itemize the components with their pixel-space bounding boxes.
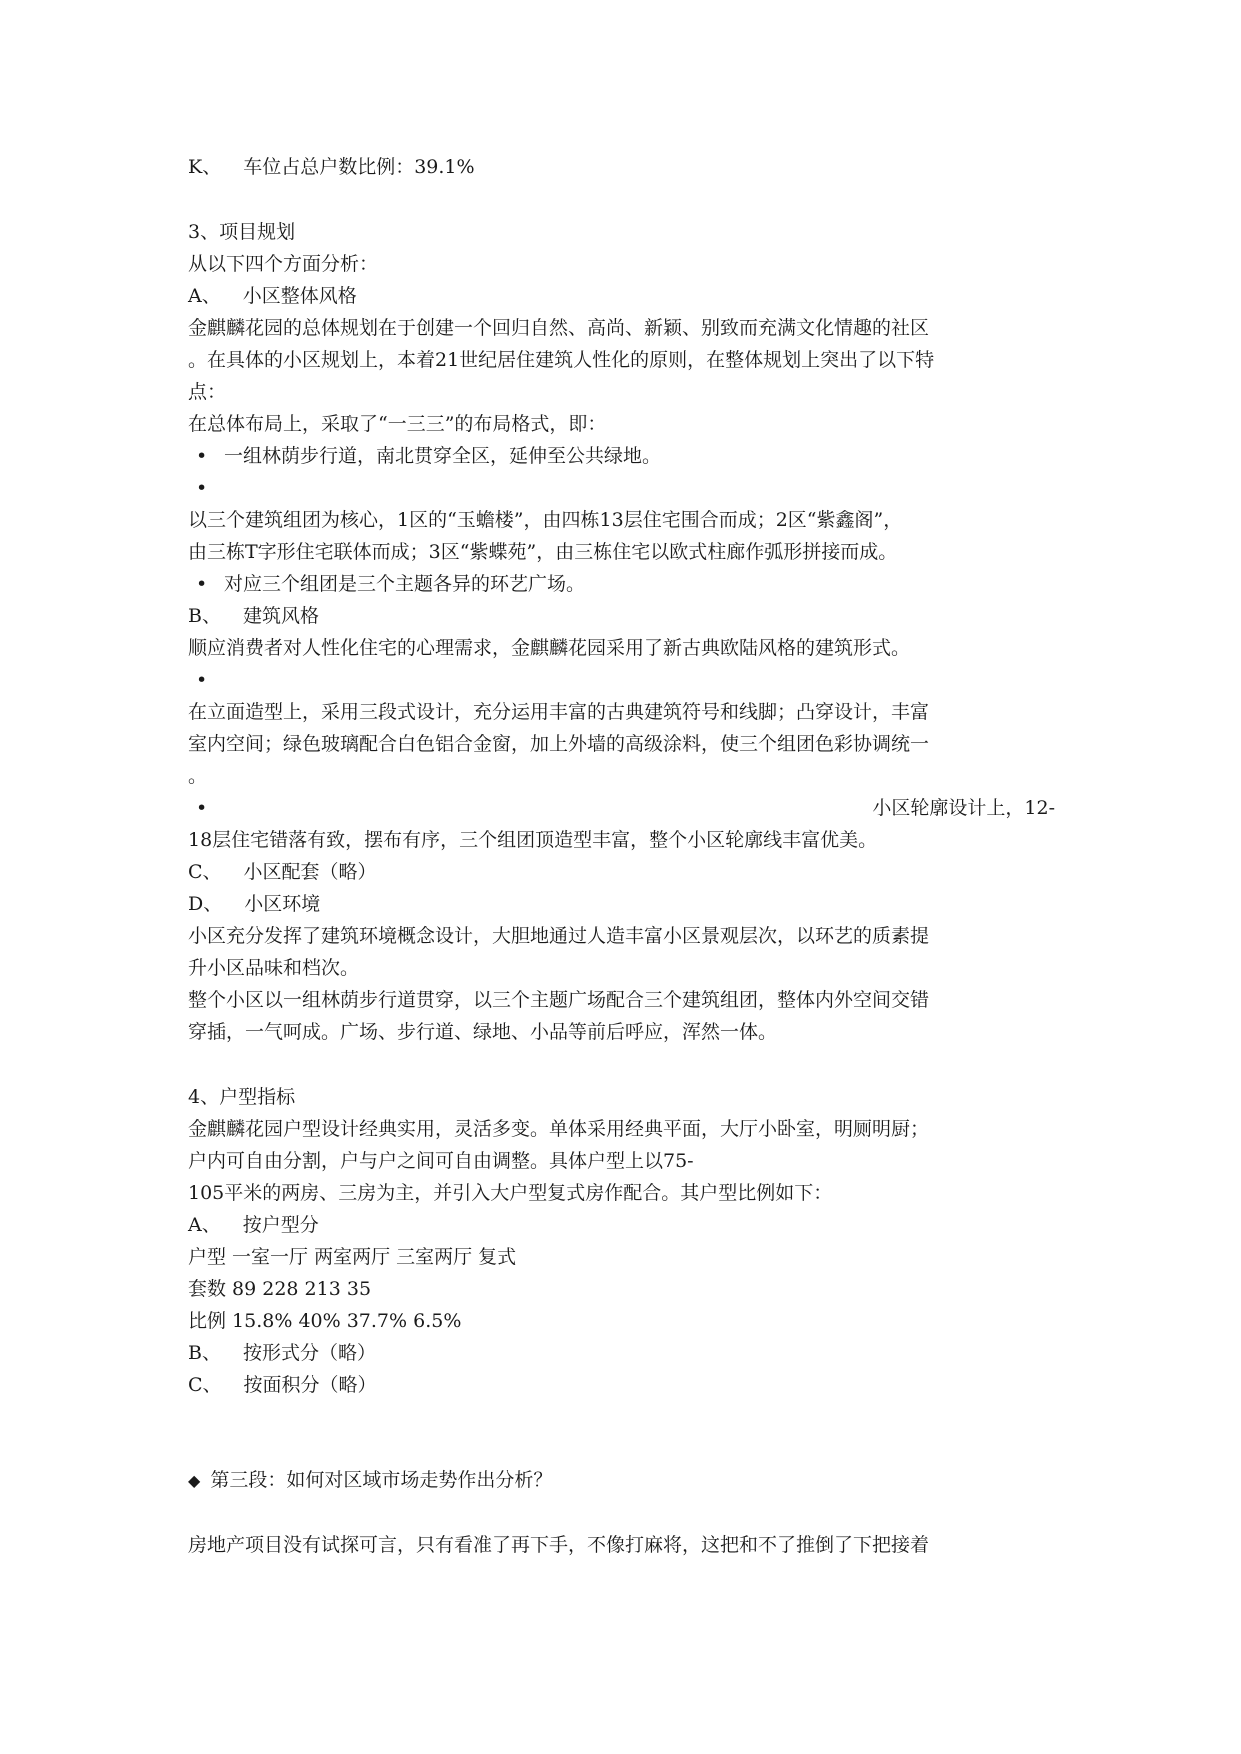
text-line: 金麒麟花园的总体规划在于创建一个回归自然、高尚、新颖、别致而充满文化情趣的社区 (188, 317, 930, 339)
text-line: 。 (188, 765, 208, 787)
table-row: 户型 一室一厅 两室两厅 三室两厅 复式 (188, 1246, 517, 1268)
text-line: 升小区品味和档次。 (188, 957, 360, 979)
text-line: 小区充分发挥了建筑环境概念设计，大胆地通过人造丰富小区景观层次，以环艺的质素提 (188, 925, 930, 947)
subheading: A、 小区整体风格 (188, 285, 357, 307)
text-line: 室内空间；绿色玻璃配合白色铝合金窗，加上外墙的高级涂料，使三个组团色彩协调统一 (188, 733, 930, 755)
bullet-icon: • (196, 477, 208, 499)
text-line: 金麒麟花园户型设计经典实用，灵活多变。单体采用经典平面，大厅小卧室，明厕明厨； (188, 1118, 930, 1140)
text-line: 以三个建筑组团为核心，1区的“玉蟾楼”，由四栋13层住宅围合而成；2区“紫鑫阁”， (188, 509, 903, 531)
text-line: 整个小区以一组林荫步行道贯穿，以三个主题广场配合三个建筑组团，整体内外空间交错 (188, 989, 930, 1011)
text-line: 房地产项目没有试探可言，只有看准了再下手，不像打麻将，这把和不了推倒了下把接着 (188, 1534, 930, 1556)
text-line: 户内可自由分割，户与户之间可自由调整。具体户型上以75- (188, 1150, 694, 1172)
bullet-text: 一组林荫步行道，南北贯穿全区，延伸至公共绿地。 (224, 445, 662, 467)
text-line: 105平米的两房、三房为主，并引入大户型复式房作配合。其户型比例如下： (188, 1182, 833, 1204)
bullet-text: 对应三个组团是三个主题各异的环艺广场。 (224, 573, 586, 595)
subheading: D、 小区环境 (188, 893, 321, 915)
table-row: 比例 15.8% 40% 37.7% 6.5% (188, 1310, 462, 1332)
diamond-icon: ◆ (188, 1471, 201, 1490)
subheading: C、 按面积分（略） (188, 1374, 377, 1396)
text-line: 。在具体的小区规划上，本着21世纪居住建筑人性化的原则，在整体规划上突出了以下特 (188, 349, 935, 371)
table-row: 套数 89 228 213 35 (188, 1278, 372, 1300)
subheading: B、 按形式分（略） (188, 1342, 376, 1364)
bullet-icon: • (196, 669, 208, 691)
subheading: A、 按户型分 (188, 1214, 319, 1236)
text-line: 小区轮廓设计上，12- (872, 797, 1055, 819)
text-line: 由三栋T字形住宅联体而成；3区“紫蝶苑”，由三栋住宅以欧式柱廊作弧形拼接而成。 (188, 541, 898, 563)
text-line: K、 车位占总户数比例：39.1% (188, 156, 475, 178)
bullet-icon: • (196, 797, 208, 819)
text-line: 穿插，一气呵成。广场、步行道、绿地、小品等前后呼应，浑然一体。 (188, 1021, 778, 1043)
section-title: ◆ 第三段：如何对区域市场走势作出分析？ (188, 1469, 553, 1491)
section-heading: 3、项目规划 (188, 221, 296, 243)
text-line: 顺应消费者对人性化住宅的心理需求，金麒麟花园采用了新古典欧陆风格的建筑形式。 (188, 637, 911, 659)
text-line: 18层住宅错落有致，摆布有序，三个组团顶造型丰富，整个小区轮廓线丰富优美。 (188, 829, 878, 851)
text-line: 从以下四个方面分析： (188, 253, 379, 275)
text-line: 在立面造型上，采用三段式设计，充分运用丰富的古典建筑符号和线脚；凸穿设计，丰富 (188, 701, 930, 723)
section-heading: 4、户型指标 (188, 1086, 296, 1108)
subheading: C、 小区配套（略） (188, 861, 377, 883)
bullet-icon: • (196, 445, 208, 467)
text-line: 在总体布局上，采取了“一三三”的布局格式，即： (188, 413, 607, 435)
subheading: B、 建筑风格 (188, 605, 319, 627)
text-line: 点： (188, 381, 227, 403)
bullet-icon: • (196, 573, 208, 595)
